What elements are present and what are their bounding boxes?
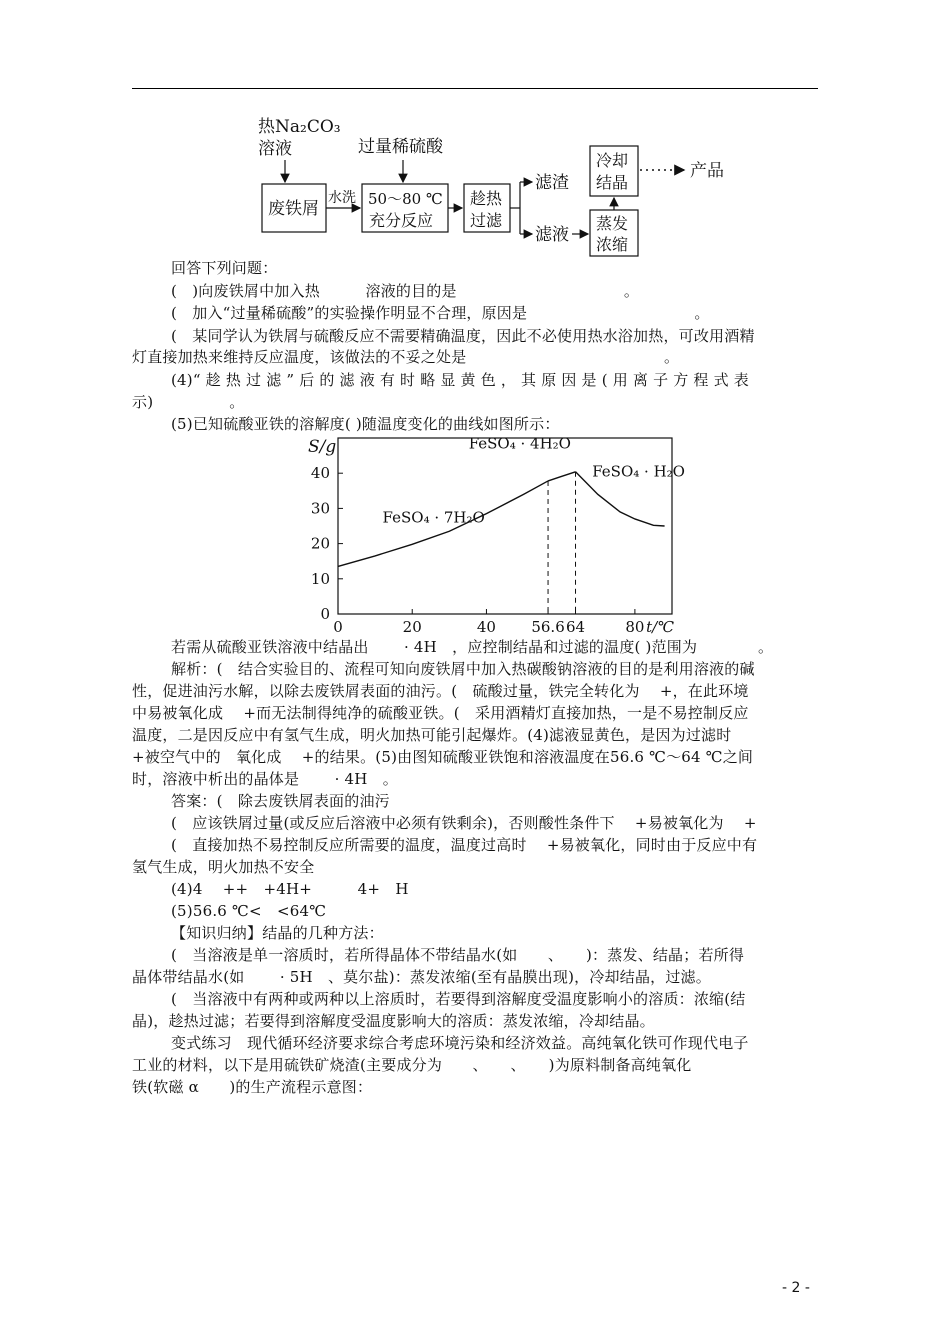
reagent-na2co3: 热Na₂CO₃: [258, 117, 341, 137]
text-line: 变式练习 现代循环经济要求综合考虑环境污染和经济效益。高纯氧化铁可作现代电子: [171, 1034, 749, 1052]
text-line: 灯直接加热来维持反应温度，该做法的不妥之处是 。: [132, 348, 680, 366]
text-line: (4)“ 趁 热 过 滤 ” 后 的 滤 液 有 时 略 显 黄 色 ， 其 原 因 是 ( 用 离 子 方 程 式 表: [171, 371, 749, 389]
solubility-chart: [300, 430, 690, 640]
text-line: 铁(软磁 α )的生产流程示意图：: [132, 1078, 373, 1096]
process-flow-diagram: [240, 110, 760, 260]
x-tick-label: 20: [402, 618, 422, 636]
series-label: FeSO₄ · 7H₂O: [382, 508, 485, 527]
text-line: 晶体带结晶水(如 · 5H 、莫尔盐)：蒸发浓缩(至有晶膜出现)，冷却结晶，过滤。: [132, 968, 711, 986]
x-tick-label: 0: [333, 618, 343, 636]
text-line: 答案：( 除去废铁屑表面的油污: [171, 792, 390, 810]
box-evaporate-line2: 浓缩: [596, 235, 629, 254]
reagent-na2co3-solution: 溶液: [258, 139, 292, 159]
step-wash-label: 水洗: [328, 190, 356, 206]
residue-label: 滤渣: [535, 173, 569, 193]
text-line: 中易被氧化成 +而无法制得纯净的硫酸亚铁。( 采用酒精灯直接加热，一是不易控制反应: [132, 704, 749, 722]
x-tick-label: 56.6: [531, 618, 565, 636]
header-rule: [132, 88, 818, 89]
box-cool-line1: 冷却: [596, 151, 629, 170]
text-line: ( )向废铁屑中加入热 溶液的目的是 。: [171, 282, 640, 300]
box-hot-filter-line2: 过滤: [470, 211, 503, 230]
text-line: 示) 。: [132, 393, 245, 411]
box-react-temp: 50～80 ℃: [368, 190, 443, 208]
text-line: +被空气中的 氧化成 +的结果。(5)由图知硫酸亚铁饱和溶液温度在56.6 ℃～64 ℃之间: [132, 748, 754, 766]
text-line: ( 当溶液是单一溶质时，若所得晶体不带结晶水(如 、 )：蒸发、结晶；若所得: [171, 946, 745, 964]
filtrate-label: 滤液: [535, 225, 569, 245]
text-line: 温度，二是因反应中有氢气生成，明火加热可能引起爆炸。(4)滤液显黄色，是因为过滤时: [132, 726, 732, 744]
text-line: ( 直接加热不易控制反应所需要的温度，温度过高时 +易被氧化，同时由于反应中有: [171, 836, 758, 854]
text-line: ( 应该铁屑过量(或反应后溶液中必须有铁剩余)，否则酸性条件下 +易被氧化为 +: [171, 814, 757, 832]
product-label: 产品: [690, 161, 724, 181]
y-tick-label: 40: [310, 464, 330, 483]
text-line: 性，促进油污水解，以除去废铁屑表面的油污。( 硫酸过量，铁完全转化为 +，在此环境: [132, 682, 749, 700]
text-line: ( 当溶液中有两种或两种以上溶质时，若要得到溶解度受温度影响小的溶质：浓缩(结: [171, 990, 746, 1008]
text-line: 工业的材料，以下是用硫铁矿烧渣(主要成分为 、 、 )为原料制备高纯氧化: [132, 1056, 692, 1074]
text-line: 解析：( 结合实验目的、流程可知向废铁屑中加入热碳酸钠溶液的目的是利用溶液的碱: [171, 660, 755, 678]
box-react-label: 充分反应: [369, 211, 434, 230]
x-axis-label: t/℃: [646, 618, 674, 636]
text-line: (5)56.6 ℃< <64℃: [171, 902, 327, 920]
text-line: (4)4 ++ +4H+ 4+ H: [171, 880, 409, 898]
y-tick-label: 10: [310, 569, 330, 588]
text-line: 回答下列问题：: [171, 259, 278, 277]
text-line: (5)已知硫酸亚铁的溶解度( )随温度变化的曲线如图所示：: [171, 415, 560, 433]
text-line: 晶)，趁热过滤；若要得到溶解度受温度影响大的溶质：蒸发浓缩，冷却结晶。: [132, 1012, 655, 1030]
box-scrap-iron-label: 废铁屑: [268, 199, 319, 219]
y-tick-label: 30: [310, 499, 330, 518]
box-cool-line2: 结晶: [596, 173, 629, 192]
text-line: ( 某同学认为铁屑与硫酸反应不需要精确温度，因此不必使用热水浴加热，可改用酒精: [171, 327, 755, 345]
x-tick-label: 80: [625, 618, 645, 636]
text-line: 【知识归纳】结晶的几种方法：: [171, 924, 384, 942]
text-line: 若需从硫酸亚铁溶液中结晶出 · 4H ，应控制结晶和过滤的温度( )范围为 。: [171, 638, 774, 656]
series-line-2: [548, 472, 575, 481]
text-line: ( 加入“过量稀硫酸”的实验操作明显不合理，原因是 。: [171, 304, 710, 322]
series-label: FeSO₄ · H₂O: [592, 462, 685, 481]
page-number: - 2 -: [782, 1280, 810, 1296]
box-hot-filter-line1: 趁热: [470, 189, 503, 208]
text-line: 时，溶液中析出的晶体是 · 4H 。: [132, 770, 398, 788]
series-label: FeSO₄ · 4H₂O: [468, 434, 571, 453]
y-tick-label: 0: [320, 605, 330, 623]
y-axis-label: S/g: [308, 437, 337, 457]
x-tick-label: 64: [565, 618, 586, 636]
x-tick-label: 40: [476, 618, 496, 636]
reagent-sulfuric-acid: 过量稀硫酸: [358, 137, 443, 157]
text-line: 氢气生成，明火加热不安全: [132, 858, 315, 876]
box-evaporate-line1: 蒸发: [596, 214, 629, 233]
y-tick-label: 20: [310, 534, 330, 553]
